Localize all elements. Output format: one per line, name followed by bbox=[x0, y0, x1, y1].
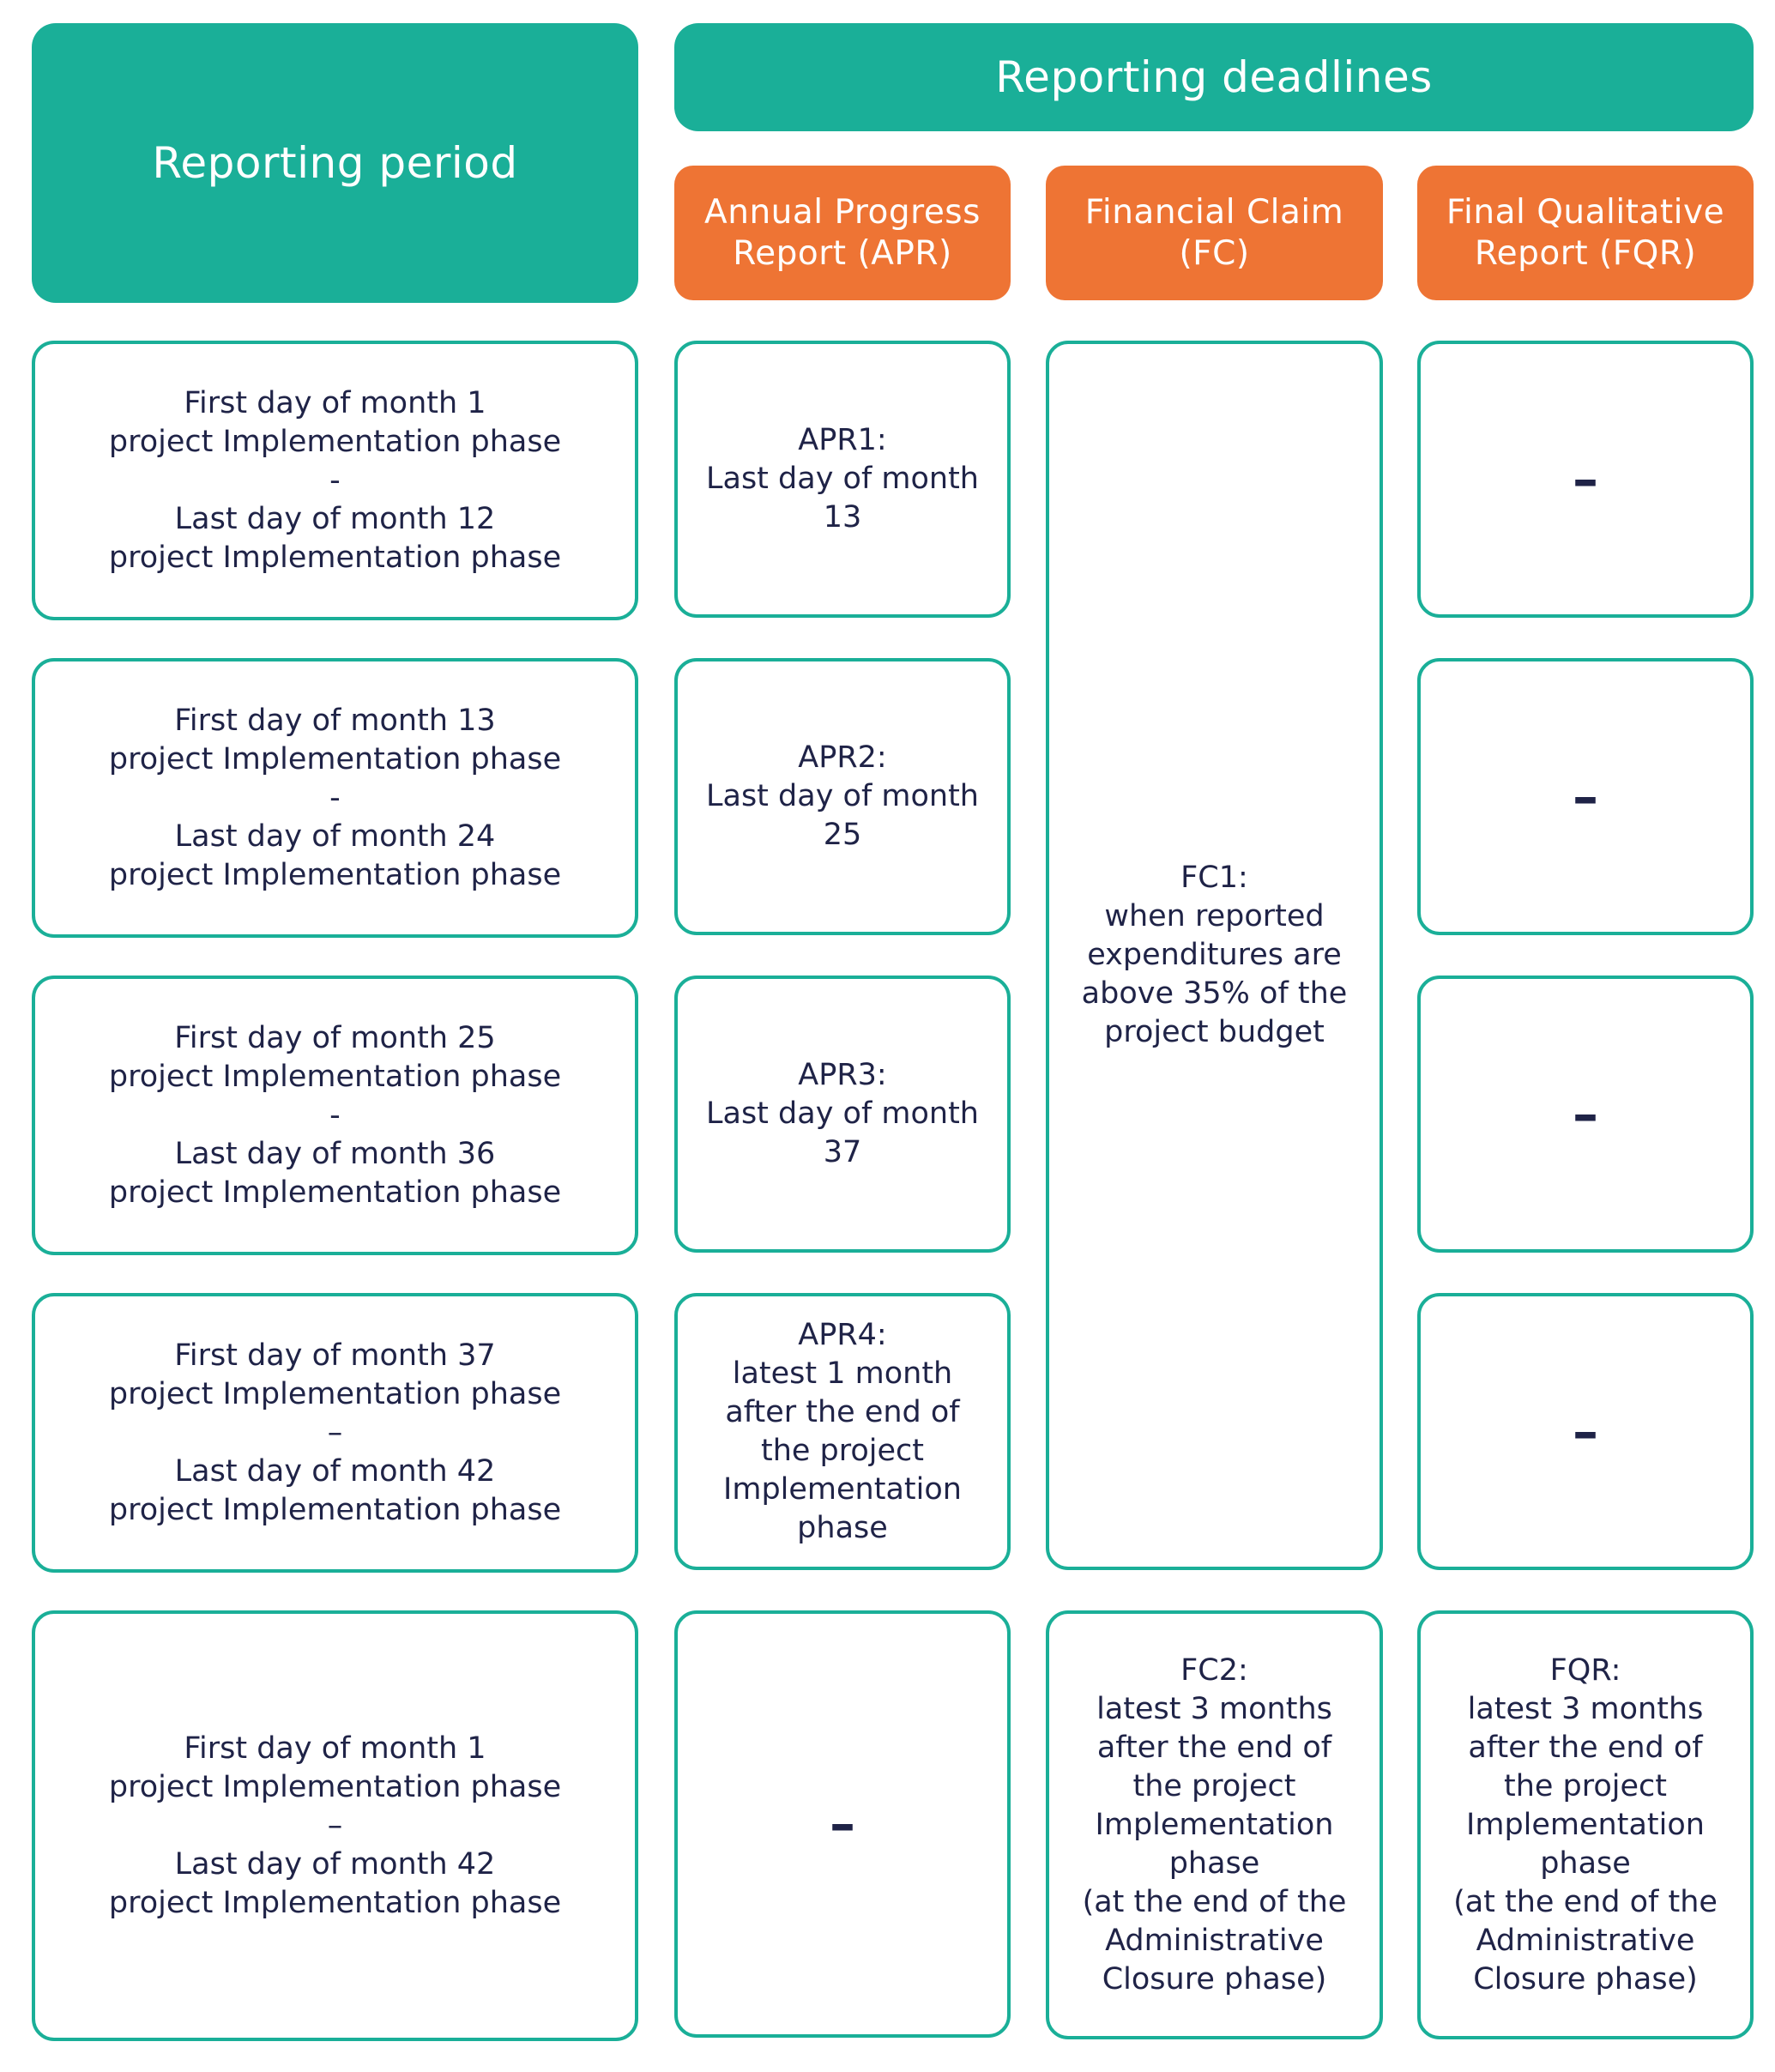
apr-cell-4: APR4: latest 1 month after the end of the project Implementation phase bbox=[674, 1293, 1011, 1570]
fqr-cell-5: FQR: latest 3 months after the end of the project Implementation phase (at the end of the Administrative Closure phase) bbox=[1417, 1610, 1754, 2039]
fc1-cell: FC1: when reported expenditures are above 35% of the project budget bbox=[1046, 341, 1383, 1570]
apr-cell-3: APR3: Last day of month 37 bbox=[674, 976, 1011, 1253]
fqr-cell-1: – bbox=[1417, 341, 1754, 618]
fqr-column-header: Final Qualitative Report (FQR) bbox=[1417, 166, 1754, 300]
fqr-cell-3: – bbox=[1417, 976, 1754, 1253]
apr-cell-2: APR2: Last day of month 25 bbox=[674, 658, 1011, 935]
apr-cell-1: APR1: Last day of month 13 bbox=[674, 341, 1011, 618]
fqr-cell-4: – bbox=[1417, 1293, 1754, 1570]
fc-column-header: Financial Claim (FC) bbox=[1046, 166, 1383, 300]
period-cell-4: First day of month 37 project Implementation phase – Last day of month 42 project Implementation phase bbox=[32, 1293, 638, 1573]
period-cell-5: First day of month 1 project Implementation phase – Last day of month 42 project Implementation phase bbox=[32, 1610, 638, 2041]
apr-cell-5: – bbox=[674, 1610, 1011, 2038]
period-cell-2: First day of month 13 project Implementation phase - Last day of month 24 project Implementation phase bbox=[32, 658, 638, 938]
fc2-cell: FC2: latest 3 months after the end of the project Implementation phase (at the end of the Administrative Closure phase) bbox=[1046, 1610, 1383, 2039]
apr-column-header: Annual Progress Report (APR) bbox=[674, 166, 1011, 300]
period-cell-3: First day of month 25 project Implementation phase - Last day of month 36 project Implementation phase bbox=[32, 976, 638, 1255]
reporting-deadlines-header: Reporting deadlines bbox=[674, 23, 1754, 131]
fqr-cell-2: – bbox=[1417, 658, 1754, 935]
reporting-period-header: Reporting period bbox=[32, 23, 638, 303]
period-cell-1: First day of month 1 project Implementation phase - Last day of month 12 project Implementation phase bbox=[32, 341, 638, 620]
